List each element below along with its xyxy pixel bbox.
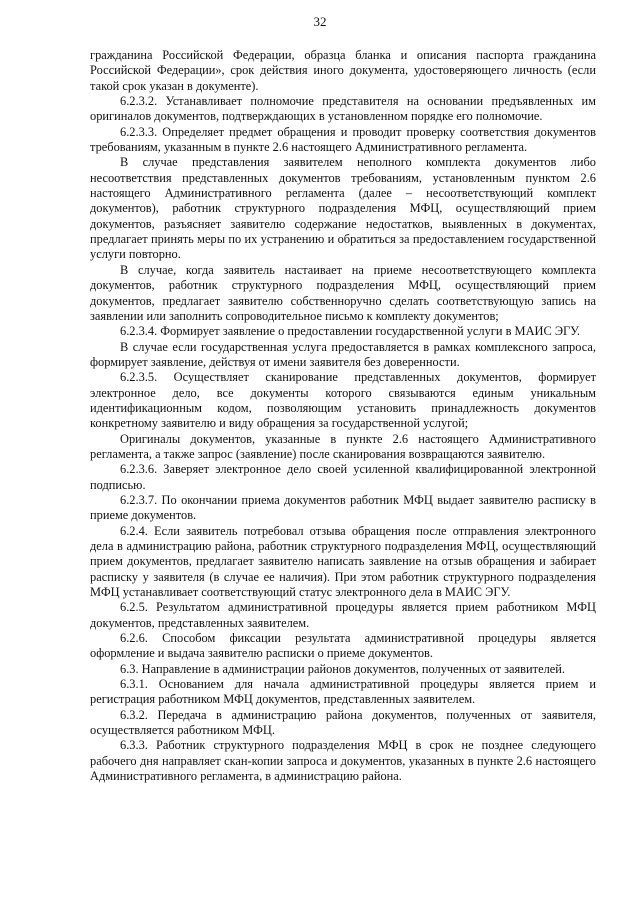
paragraph-6-2-3-7: 6.2.3.7. По окончании приема документов работник МФЦ выдает заявителю расписку в приеме документов. xyxy=(90,492,596,523)
paragraph-6-3-2: 6.3.2. Передача в администрацию района документов, полученных от заявителя, осуществляется работником МФЦ. xyxy=(90,707,596,738)
paragraph-6-2-3-3: 6.2.3.3. Определяет предмет обращения и проводит проверку соответствия документов требованиям, указанным в пункте 2.6 настоящего Административного регламента. xyxy=(90,124,596,155)
paragraph-6-3-3: 6.3.3. Работник структурного подразделения МФЦ в срок не позднее следующего рабочего дня направляет скан-копии запроса и документов, указанных в пункте 2.6 настоящего Административного регламента, в администрацию района. xyxy=(90,738,596,784)
paragraph-6-2-5: 6.2.5. Результатом административной процедуры является прием работником МФЦ документов, представленных заявителем. xyxy=(90,600,596,630)
paragraph-6-3: 6.3. Направление в администрации районов документов, полученных от заявителей. xyxy=(120,661,565,676)
paragraph-6-3-1: 6.3.1. Основанием для начала административной процедуры является прием и регистрация работником МФЦ документов, представленных заявителем. xyxy=(90,677,596,707)
page-number: 32 xyxy=(313,14,327,29)
paragraph-6-2-3-2: 6.2.3.2. Устанавливает полномочие представителя на основании предъявленных им оригиналов документов, подтверждающих в установленном порядке его полномочие. xyxy=(90,94,596,124)
paragraph-originals-returned: Оригиналы документов, указанные в пункте 2.6 настоящего Административного регламента, а также запрос (заявление) после сканирования возвращаются заявителю. xyxy=(90,431,596,461)
paragraph-complex-request: В случае если государственная услуга предоставляется в рамках комплексного запроса, формирует заявление, действуя от имени заявителя без доверенности. xyxy=(90,339,596,369)
paragraph-6-2-3-5: 6.2.3.5. Осуществляет сканирование представленных документов, формирует электронное дело, все документы которого связываются единым уникальным идентификационным кодом, позволяющим установить принадлежность документов конкретному заявителю и виду обращения за государственной услугой; xyxy=(90,370,596,431)
paragraph-6-2-3-6: 6.2.3.6. Заверяет электронное дело своей усиленной квалифицированной электронной подписью. xyxy=(90,462,596,492)
document-body xyxy=(90,48,596,785)
paragraph-6-2-3-4: 6.2.3.4. Формирует заявление о предоставлении государственной услуги в МАИС ЭГУ. xyxy=(120,324,581,339)
paragraph-applicant-insists: В случае, когда заявитель настаивает на приеме несоответствующего комплекта документов, работник структурного подразделения МФЦ, осуществляющий прием документов, предлагает заявителю собственноручно сделать соответствующую запись на заявлении или заполнить сопроводительное письмо к комплекту документов; xyxy=(90,262,596,323)
paragraph-incomplete-documents: В случае представления заявителем неполного комплекта документов либо несоответствия представленных документов требованиям, установленным пунктом 2.6 настоящего Административного регламента (далее – несоответствующий комплект документов), работник структурного подразделения МФЦ, осуществляющий прием документов, разъясняет заявителю содержание недостатков, выявленных в документах, предлагает принять меры по их устранению и обратиться за предоставлением государственной услуги повторно. xyxy=(90,155,596,262)
paragraph-6-2-6: 6.2.6. Способом фиксации результата административной процедуры является оформление и выдача заявителю расписки о приеме документов. xyxy=(90,631,596,661)
paragraph-passport-continuation: гражданина Российской Федерации, образца бланка и описания паспорта гражданина Российской Федерации», срок действия иного документа, удостоверяющего личность (если такой срок указан в документе). xyxy=(90,48,596,93)
paragraph-6-2-4: 6.2.4. Если заявитель потребовал отзыва обращения после отправления электронного дела в администрацию района, работник структурного подразделения МФЦ, осуществляющий прием документов, предлагает заявителю написать заявление на отзыв обращения и забирает расписку у заявителя (в случае ее наличия). При этом работник структурного подразделения МФЦ устанавливает соответствующий статус электронного дела в МАИС ЭГУ. xyxy=(90,523,596,600)
